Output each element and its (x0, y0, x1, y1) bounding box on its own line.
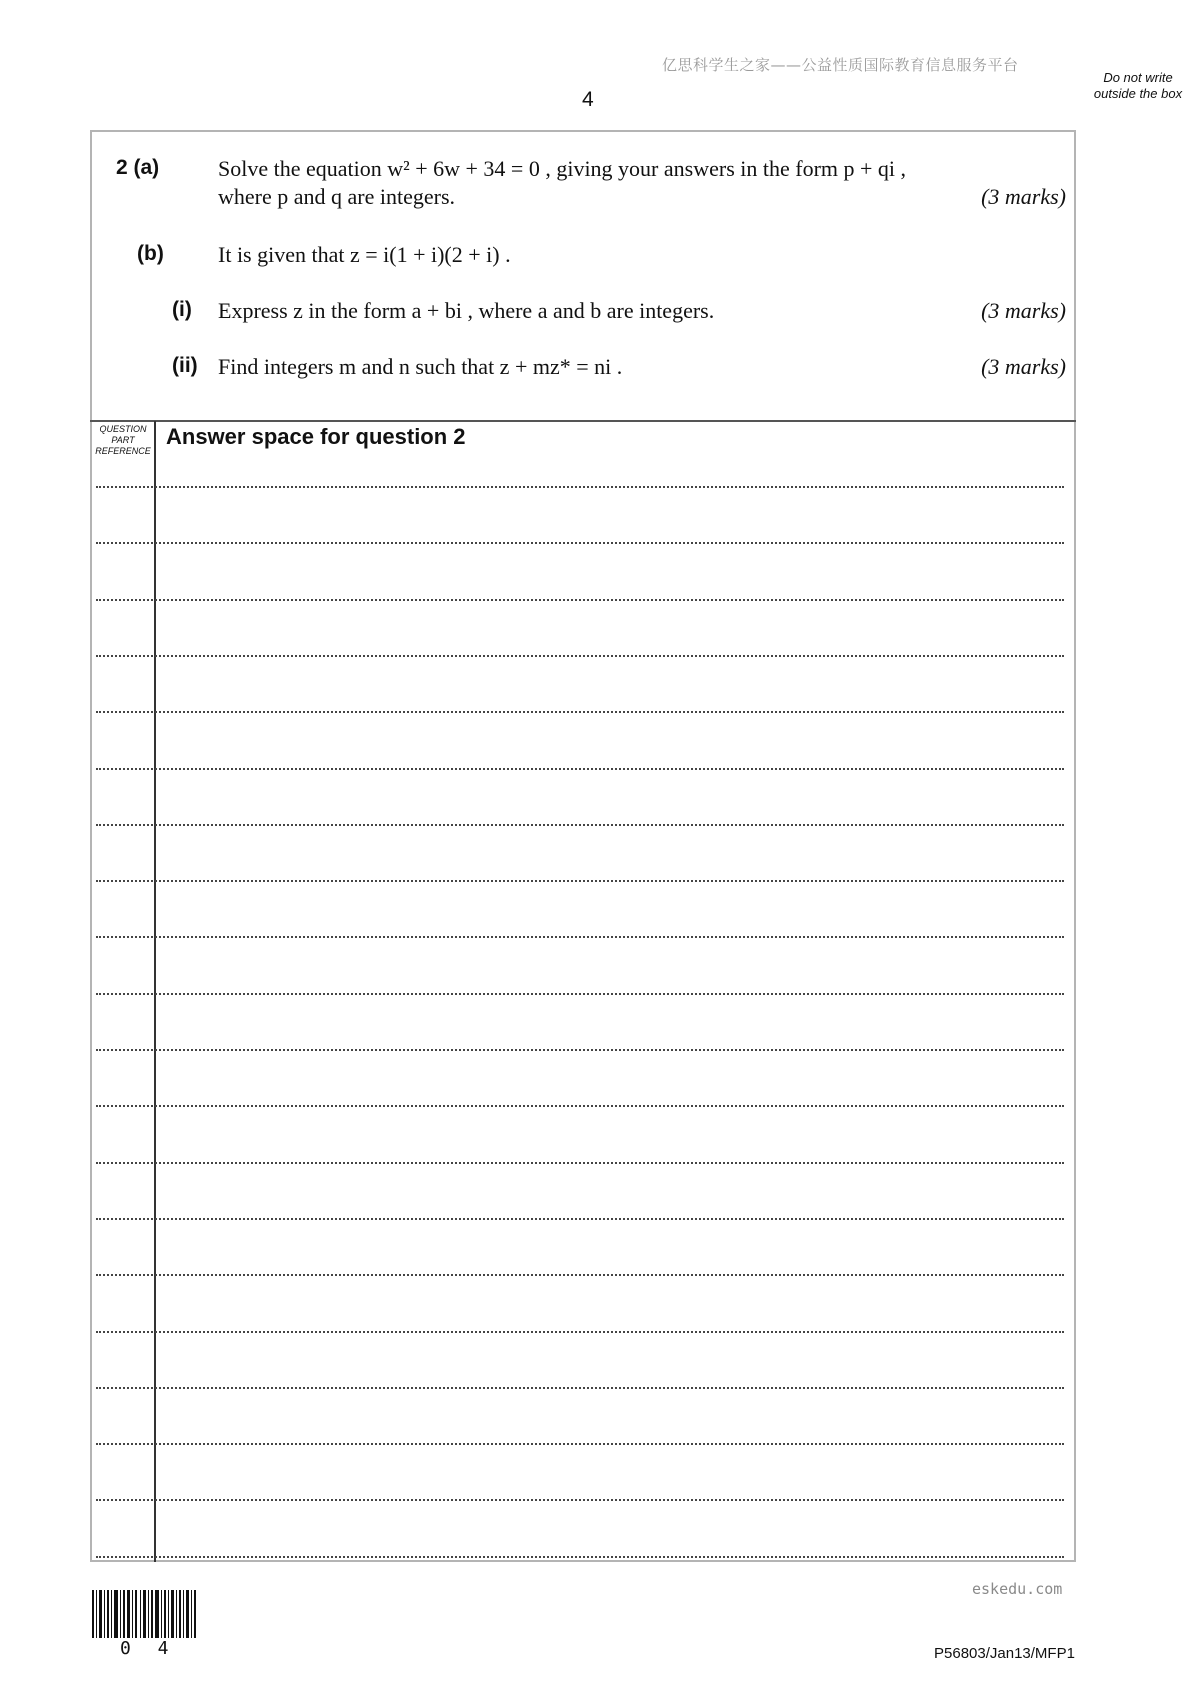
part-bi-text: Express z in the form a + bi , where a and b are integers. (218, 298, 715, 323)
answer-space-title: Answer space for question 2 (166, 424, 466, 449)
question-frame (90, 130, 1076, 1562)
answer-line (96, 824, 1064, 826)
part-bi-marks: (3 marks) (981, 298, 1066, 323)
answer-line (96, 711, 1064, 713)
paper-reference: P56803/Jan13/MFP1 (934, 1645, 1075, 1662)
answer-line (96, 1049, 1064, 1051)
answer-line (96, 936, 1064, 938)
part-bii-text: Find integers m and n such that z + mz* = ni . (218, 354, 623, 379)
answer-line (96, 542, 1064, 544)
answer-line (96, 1443, 1064, 1445)
answer-line (96, 1556, 1064, 1558)
answer-line (96, 655, 1064, 657)
section-divider (90, 420, 1076, 422)
barcode (92, 1590, 196, 1638)
barcode-digits: 0 4 (120, 1638, 177, 1659)
answer-line (96, 1274, 1064, 1276)
question-part-reference-label: QUESTION PART REFERENCE (95, 424, 151, 456)
answer-line (96, 486, 1064, 488)
answer-line (96, 1218, 1064, 1220)
reference-column-border (154, 421, 156, 1562)
page-number: 4 (582, 88, 594, 111)
part-b-label: (b) (137, 242, 164, 265)
part-bi-label: (i) (172, 298, 192, 321)
part-b-text: It is given that z = i(1 + i)(2 + i) . (218, 242, 511, 267)
part-a-marks: (3 marks) (981, 184, 1066, 209)
answer-line (96, 1387, 1064, 1389)
answer-line (96, 1105, 1064, 1107)
question-box (92, 132, 1074, 420)
site-watermark: eskedu.com (972, 1580, 1063, 1598)
watermark-text: 亿思科学生之家——公益性质国际教育信息服务平台 (662, 56, 1019, 74)
part-a-text-line1: Solve the equation w² + 6w + 34 = 0 , giving your answers in the form p + qi , (218, 156, 907, 181)
question-number: 2 (a) (116, 156, 160, 179)
answer-line (96, 993, 1064, 995)
margin-note: Do not write outside the box (1093, 70, 1183, 101)
answer-line (96, 1331, 1064, 1333)
answer-line (96, 880, 1064, 882)
answer-line (96, 1499, 1064, 1501)
answer-line (96, 1162, 1064, 1164)
answer-line (96, 599, 1064, 601)
part-bii-marks: (3 marks) (981, 354, 1066, 379)
part-a-text-line2: where p and q are integers. (218, 184, 456, 209)
part-bii-label: (ii) (172, 354, 198, 377)
answer-line (96, 768, 1064, 770)
